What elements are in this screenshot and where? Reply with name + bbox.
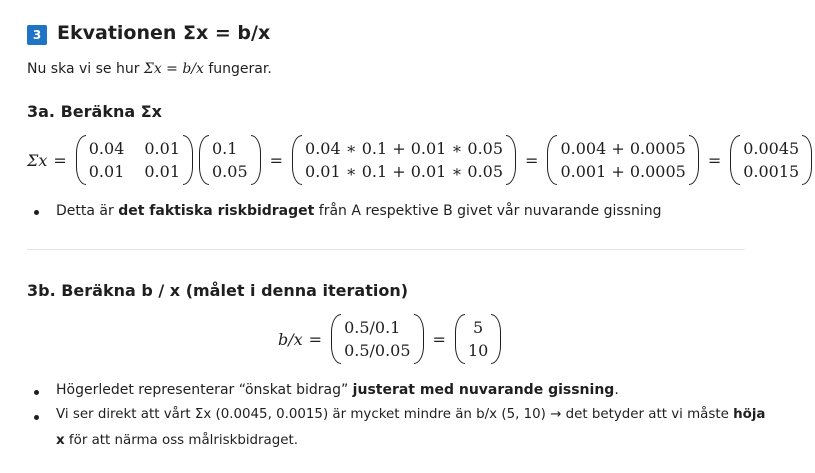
equals-sign: =: [432, 329, 446, 349]
equals-sign: =: [525, 150, 539, 170]
bullet-text: Högerledet representerar “önskat bidrag”: [56, 382, 349, 398]
equals-sign: =: [707, 150, 722, 170]
b-over-x-lhs: b/x: [278, 329, 303, 349]
bullet-text: Vi ser direkt att vårt Σx (0.0045, 0.0015) är mycket mindre än b/x (5, 10) → det betyder att vi måste: [56, 407, 729, 422]
vector-cell: 0.05: [212, 162, 248, 181]
vector-cell: 5: [473, 318, 484, 337]
right-paren: [689, 135, 699, 185]
matrix-cell: 0.01: [144, 139, 180, 158]
equals-sign: =: [53, 150, 67, 170]
bullet-bold-text: höja: [733, 407, 766, 422]
right-paren: [491, 314, 501, 364]
x-vector: [199, 135, 261, 185]
bullet-dot: [34, 390, 39, 395]
bullet-dot: [34, 210, 39, 215]
part-b-heading: 3b. Beräkna b / x (målet i denna iteration): [27, 281, 409, 300]
expanded-vector: [292, 135, 516, 185]
sigma-matrix: [76, 135, 193, 185]
matrix-cell: 0.01: [144, 162, 180, 181]
right-paren: [251, 135, 261, 185]
bullet-bold-text: justerat med nuvarande gissning: [352, 382, 615, 398]
vector-cell: 0.0015: [743, 162, 800, 181]
bullet-text: för att närma oss målriskbidraget.: [68, 433, 299, 448]
matrix-cell: 0.01: [88, 162, 125, 181]
equals-sign: =: [269, 150, 284, 170]
bullet-bold-text: det faktiska riskbidraget: [118, 203, 315, 219]
left-paren: [730, 135, 740, 185]
vector-cell: 0.001 + 0.0005: [560, 162, 686, 181]
vector-cell: 0.004 + 0.0005: [560, 139, 686, 158]
part-b-bullet-1: [56, 382, 619, 398]
left-paren: [331, 314, 341, 364]
vector-cell: 0.5/0.1: [344, 318, 401, 337]
vector-cell: 0.01 ∗ 0.1 + 0.01 ∗ 0.05: [305, 162, 504, 181]
part-a-bullet: [56, 203, 662, 219]
sigma-x-lhs: Σx: [27, 150, 48, 170]
vector-cell: 0.1: [212, 139, 238, 158]
part-b-bullet-2-cont: [56, 433, 298, 448]
section-title: Ekvationen Σx = b/x: [57, 22, 271, 44]
target-vector: [455, 314, 501, 364]
left-paren: [455, 314, 465, 364]
right-paren: [506, 135, 516, 185]
result-vector: [730, 135, 812, 185]
left-paren: [292, 135, 302, 185]
left-paren: [199, 135, 209, 185]
partial-vector: [547, 135, 698, 185]
left-paren: [547, 135, 557, 185]
intro-text: [27, 61, 272, 77]
sigma-x-equation: [27, 136, 815, 184]
vector-cell: 0.04 ∗ 0.1 + 0.01 ∗ 0.05: [305, 139, 504, 158]
part-a-heading: 3a. Beräkna Σx: [27, 102, 162, 121]
bullet-text: Detta är: [56, 203, 114, 219]
vector-cell: 10: [467, 341, 489, 360]
right-paren: [414, 314, 424, 364]
intro-pre: Nu ska vi se hur: [27, 61, 140, 77]
b-over-x-equation: [278, 315, 504, 363]
equals-sign: =: [308, 329, 323, 349]
vector-cell: 0.0045: [743, 139, 800, 158]
matrix-cell: 0.04: [88, 139, 125, 158]
right-paren: [802, 135, 812, 185]
section-number-badge: 3: [27, 25, 47, 45]
bullet-dot: [34, 415, 39, 420]
ratio-vector: [331, 314, 423, 364]
part-b-bullet-2: [56, 407, 765, 422]
vector-cell: 0.5/0.05: [344, 341, 411, 360]
left-paren: [76, 135, 86, 185]
right-paren: [183, 135, 193, 185]
bullet-bold-text: x: [56, 433, 65, 448]
intro-formula: Σx = b/x: [143, 61, 204, 77]
bullet-text: .: [614, 382, 619, 398]
bullet-text: från A respektive B givet vår nuvarande gissning: [318, 203, 662, 219]
intro-post: fungerar.: [208, 61, 272, 77]
section-divider: [27, 249, 745, 250]
